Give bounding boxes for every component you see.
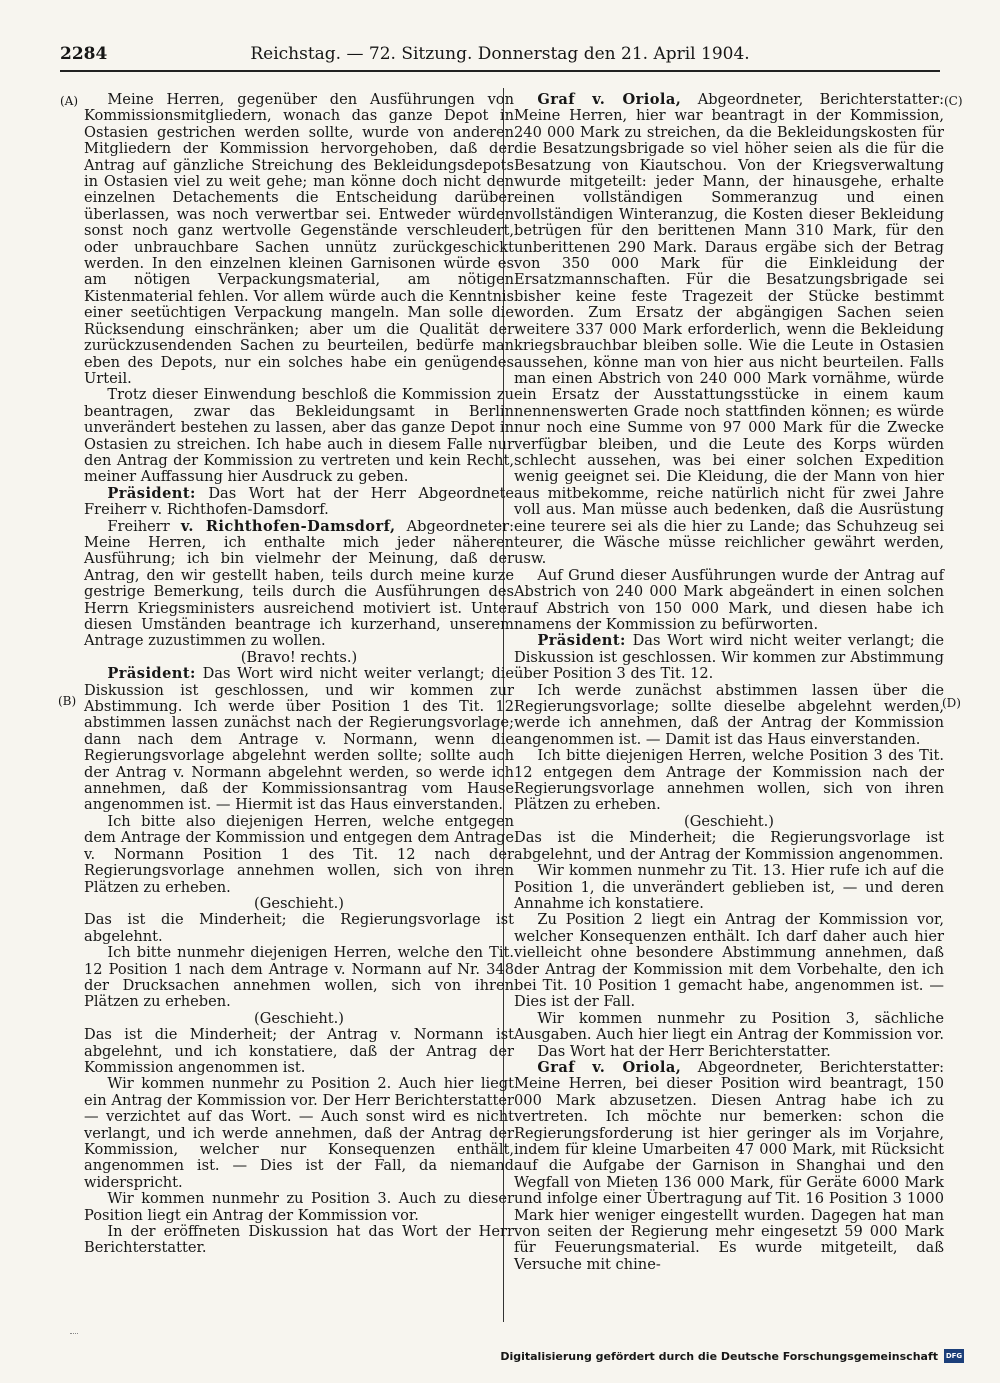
paragraph: Wir kommen nunmehr zu Tit. 13. Hier rufe ich auf die Position 1, die unverändert geblieben ist, — und deren Annahme ich konstatiere.	[514, 862, 944, 912]
paragraph: Das ist die Minderheit; die Regierungsvorlage ist abgelehnt, und der Antrag der Kommission angenommen.	[514, 829, 944, 863]
paragraph: Präsident: Das Wort wird nicht weiter verlangt; die Diskussion ist geschlossen, und wir kommen zur Abstimmung. Ich werde über Position 1 des Tit. 12 abstimmen lassen zunächst nach der Regierungsvorlage; dann nach dem Antrage v. Normann, wenn die Regierungsvorlage abgelehnt werden sollte; sollte auch der Antrag v. Normann abgelehnt werden, so werde ich annehmen, daß der Kommissionsantrag vom Hause angenommen ist. — Hiermit ist das Haus einverstanden.	[84, 665, 515, 814]
credit-text: Digitalisierung gefördert durch die Deutsche Forschungsgemeinschaft	[500, 1349, 938, 1363]
paragraph: Wir kommen nunmehr zu Position 2. Auch hier liegt ein Antrag der Kommission vor. Der Herr Berichterstatter — verzichtet auf das Wort. — Auch sonst wird es nicht verlangt, und ich werde annehmen, daß der Antrag der Kommission, welcher nur Konsequenzen enthält, angenommen ist. — Dies ist der Fall, da niemand widerspricht.	[84, 1075, 514, 1191]
right-column	[514, 92, 944, 1273]
paragraph: Wir kommen nunmehr zu Position 3. Auch zu dieser Position liegt ein Antrag der Kommission vor.	[84, 1190, 514, 1224]
paragraph: Graf v. Oriola, Abgeordneter, Berichterstatter: Meine Herren, bei dieser Position wird beantragt, 150 000 Mark abzusetzen. Diesen Antrag habe ich zu vertreten. Ich möchte nur bemerken: schon die Regierungsforderung ist hier geringer als im Vorjahre, indem für kleine Umarbeiten 47 000 Mark, mit Rücksicht auf die Aufgabe der Garnison in Shanghai und den Wegfall von Mieten 136 000 Mark, für Geräte 6000 Mark und infolge einer Übertragung auf Tit. 16 Position 3 1000 Mark hier weniger eingestellt wurden. Dagegen hat man von seiten der Regierung mehr eingesetzt 59 000 Mark für Feuerungsmaterial. Es wurde mitgeteilt, daß Versuche mit chine-	[514, 1058, 944, 1273]
paragraph: In der eröffneten Diskussion hat das Wort der Herr Berichterstatter.	[84, 1223, 514, 1257]
interjection: (Bravo! rechts.)	[240, 648, 358, 666]
interjection: (Geschieht.)	[684, 812, 774, 830]
paragraph: Zu Position 2 liegt ein Antrag der Kommission vor, welcher Konsequenzen enthält. Ich darf daher auch hier vielleicht ohne besondere Abstimmung annehmen, daß der Antrag der Kommission mit dem Vorbehalte, den ich bei Tit. 10 Position 1 gemacht habe, angenommen ist. — Dies ist der Fall.	[514, 911, 944, 1011]
speaker-name: v. Richthofen-Damsdorf,	[180, 517, 396, 535]
paragraph: Präsident: Das Wort hat der Herr Abgeordnete Freiherr v. Richthofen-Damsdorf.	[84, 484, 514, 519]
paragraph: Auf Grund dieser Ausführungen wurde der Antrag auf Abstrich von 240 000 Mark abgeändert in einen solchen auf Abstrich von 150 000 Mark, und diesen habe ich namens der Kommission zu befürworten.	[514, 566, 944, 633]
margin-marker-b: (B)	[58, 694, 77, 708]
paragraph: Das ist die Minderheit; der Antrag v. Normann ist abgelehnt, und ich konstatiere, daß der Antrag der Kommission angenommen ist.	[84, 1026, 514, 1076]
paragraph: Meine Herren, gegenüber den Ausführungen von Kommissionsmitgliedern, wonach das ganze Depot in Ostasien gestrichen werden sollte, wurde von anderen Mitgliedern der Kommission hervorgehoben, daß der Antrag auf gänzliche Streichung des Bekleidungsdepots in Ostasien viel zu weit gehe; man könne doch nicht den einzelnen Detachements die Entscheidung darüber überlassen, was noch verwertbar sei. Entweder würden sonst noch ganz wertvolle Gegenstände verschleudert, oder unbrauchbare Sachen unnütz zurückgeschickt werden. In den einzelnen kleinen Garnisonen würde es am nötigen Verpackungsmaterial, am nötigen Kistenmaterial fehlen. Vor allem würde auch die Kenntnis einer seetüchtigen Verpackung mangeln. Man solle die Rücksendung einschränken; aber um die Qualität der zurückzusendenden Sachen zu beurteilen, bedürfe man eben des Depots, nur ein solches habe ein genügendes Urteil.	[84, 91, 514, 387]
speaker-name: Präsident:	[107, 484, 196, 502]
paragraph: Freiherr v. Richthofen-Damsdorf, Abgeordneter: Meine Herren, ich enthalte mich jeder näheren Ausführung; ich bin vielmehr der Meinung, daß der Antrag, den wir gestellt haben, teils durch meine kurze gestrige Bemerkung, teils durch die Ausführungen des Herrn Kriegsministers ausreichend motiviert ist. Unter diesen Umständen beantrage ich kurzerhand, unserem Antrage zuzustimmen zu wollen.	[84, 517, 515, 650]
speaker-name: Präsident:	[107, 665, 196, 683]
paragraph: Das Wort hat der Herr Berichterstatter.	[537, 1042, 831, 1060]
running-title: Reichstag. — 72. Sitzung. Donnerstag den 21. April 1904.	[250, 44, 750, 64]
page-number: 2284	[60, 44, 108, 64]
paragraph: Ich werde zunächst abstimmen lassen über die Regierungsvorlage; sollte dieselbe abgelehnt werden, werde ich annehmen, daß der Antrag der Kommission angenommen ist. — Damit ist das Haus einverstanden.	[514, 681, 944, 748]
margin-marker-d: (D)	[942, 696, 961, 710]
speaker-name: Graf v. Oriola,	[537, 1058, 682, 1076]
paragraph: Ich bitte nunmehr diejenigen Herren, welche den Tit. 12 Position 1 nach dem Antrage v. Normann auf Nr. 348 der Drucksachen annehmen wollen, sich von ihren Plätzen zu erheben.	[84, 944, 514, 1011]
paragraph: Ich bitte also diejenigen Herren, welche entgegen dem Antrage der Kommission und entgegen dem Antrage v. Normann Position 1 des Tit. 12 nach der Regierungsvorlage annehmen wollen, sich von ihren Plätzen zu erheben.	[84, 812, 514, 896]
digitization-credit	[500, 1349, 964, 1363]
paragraph: Präsident: Das Wort wird nicht weiter verlangt; die Diskussion ist geschlossen. Wir kommen zur Abstimmung über Position 3 des Tit. 12.	[514, 632, 945, 683]
running-header	[60, 44, 940, 72]
speaker-name: Graf v. Oriola,	[537, 91, 682, 108]
left-column	[84, 92, 514, 1257]
interjection: (Geschieht.)	[254, 1009, 344, 1027]
paragraph: Trotz dieser Einwendung beschloß die Kommission zu beantragen, zwar das Bekleidungsamt in Berlin unverändert bestehen zu lassen, aber das ganze Depot in Ostasien zu streichen. Ich habe auch in diesem Falle nur den Antrag der Kommission zu vertreten und kein Recht, meiner Auffassung hier Ausdruck zu geben.	[84, 386, 514, 486]
paragraph: Das ist die Minderheit; die Regierungsvorlage ist abgelehnt.	[84, 911, 514, 945]
margin-scratch	[70, 1325, 78, 1334]
dfg-logo: DFG	[944, 1349, 964, 1363]
paragraph: Graf v. Oriola, Abgeordneter, Berichterstatter: Meine Herren, hier war beantragt in der Kommission, 240 000 Mark zu streichen, da die Bekleidungskosten für die Besatzungsbrigade so viel höher seien als die für die Besatzung von Kiautschou. Von der Kriegsverwaltung wurde mitgeteilt: jeder Mann, der hinausgehe, erhalte einen vollständigen Sommeranzug und einen vollständigen Winteranzug, die Kosten dieser Bekleidung betrügen für den berittenen Mann 310 Mark, für den unberittenen 290 Mark. Daraus ergäbe sich der Betrag von 350 000 Mark für die Einkleidung der Ersatzmannschaften. Für die Besatzungsbrigade sei bisher keine feste Tragezeit der Stücke bestimmt worden. Zum Ersatz der abgängigen Sachen seien weitere 337 000 Mark erforderlich, wenn die Bekleidung kriegsbrauchbar bleiben solle. Wie die Leute in Ostasien aussehen, könne man von hier aus nicht beurteilen. Falls man einen Abstrich von 240 000 Mark vornähme, würde ein Ersatz der Ausstattungsstücke in einem kaum nennenswerten Grade noch stattfinden können; es würde nur noch eine Summe von 97 000 Mark für die Zwecke verfügbar bleiben, und die Leute des Korps würden schlecht aussehen, was bei einer solchen Expedition wenig geeignet sei. Die Kleidung, die der Mann von hier aus mitbekomme, reiche natürlich nicht für zwei Jahre voll aus. Man müsse auch bedenken, daß die Ausrüstung eine teurere sei als die hier zu Lande; das Schuhzeug sei teurer, die Wäsche müsse reichlicher gewährt werden, usw.	[514, 91, 944, 568]
margin-marker-a: (A)	[60, 94, 79, 108]
margin-marker-c: (C)	[944, 94, 963, 108]
paragraph: Ich bitte diejenigen Herren, welche Position 3 des Tit. 12 entgegen dem Antrage der Kommission nach der Regierungsvorlage annehmen wollen, sich von ihren Plätzen zu erheben.	[514, 747, 944, 814]
paragraph: Wir kommen nunmehr zu Position 3, sächliche Ausgaben. Auch hier liegt ein Antrag der Kommission vor.	[514, 1009, 944, 1044]
interjection: (Geschieht.)	[254, 894, 344, 912]
speaker-name: Präsident:	[537, 632, 626, 650]
